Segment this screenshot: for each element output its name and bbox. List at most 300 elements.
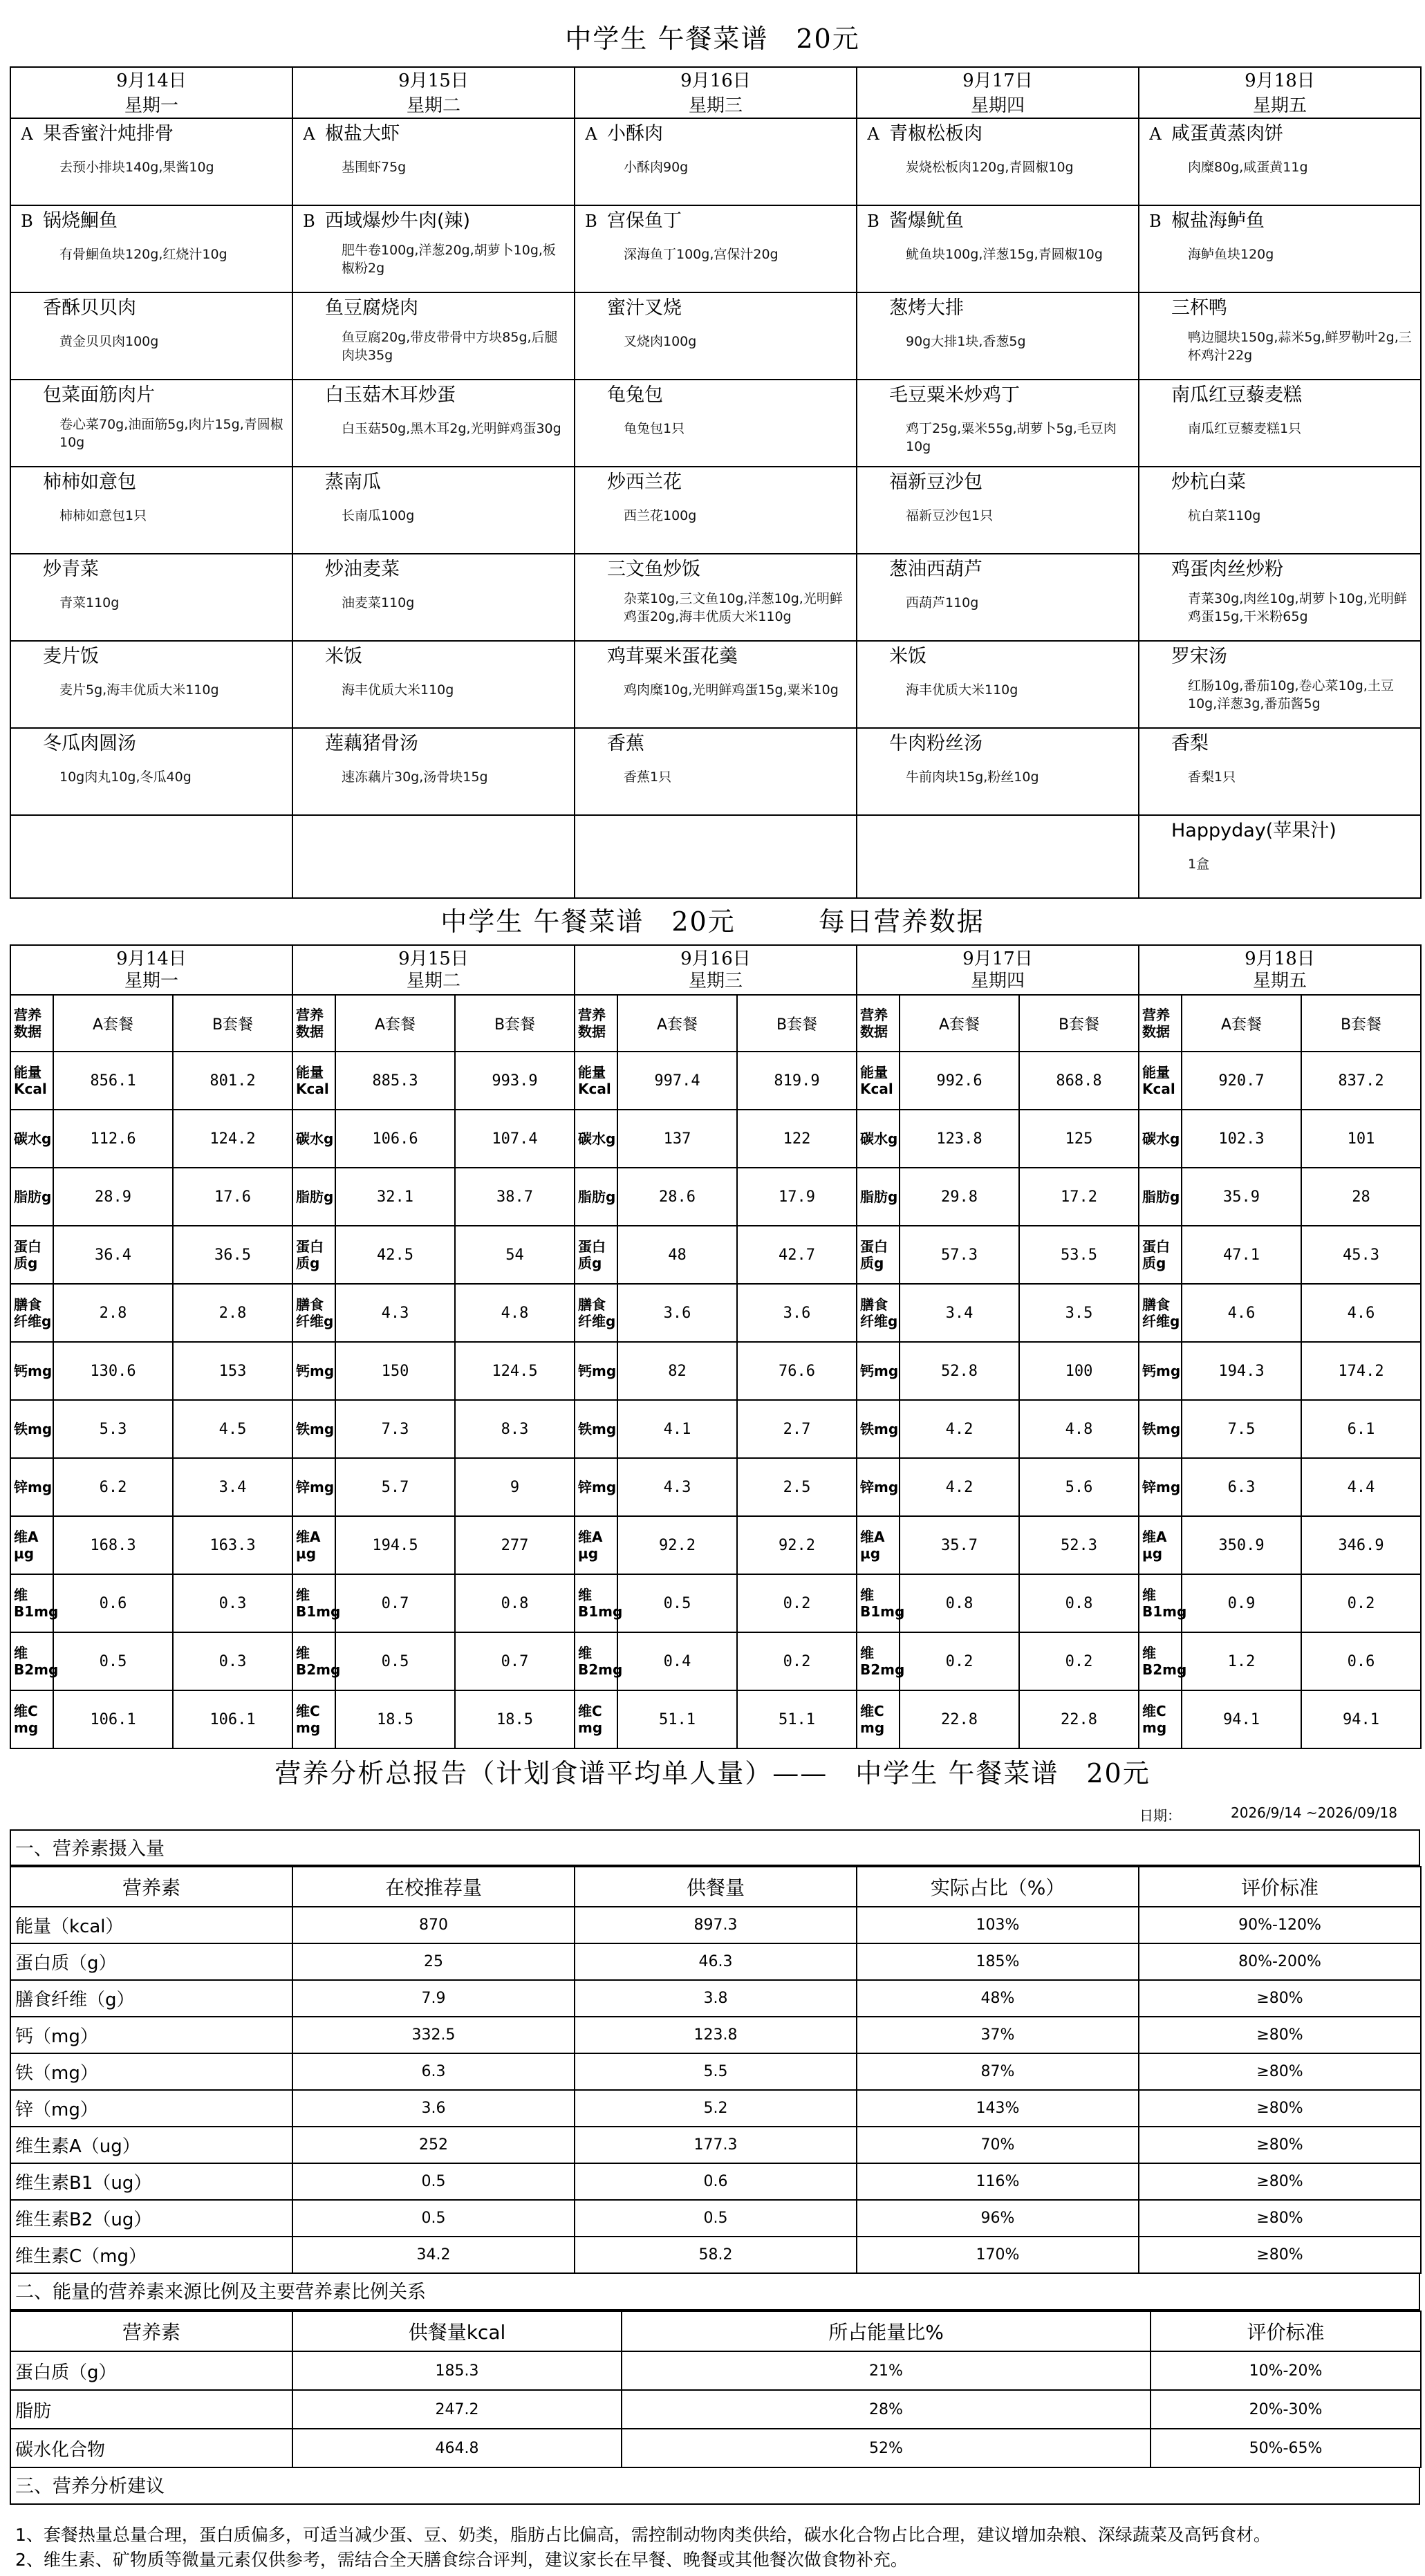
dish-name: 炒西兰花 [607,472,682,493]
dish-ingredients: 10g肉丸10g,冬瓜40g [59,769,192,785]
menu-cell [10,205,292,292]
nutrition-table [10,944,1422,1749]
set-prefix [575,645,607,669]
value-b: 92.2 [737,1516,857,1574]
menu-weekday: 星期二 [406,95,460,116]
energy-cell: 碳水化合物 [10,2429,292,2467]
menu-cell [292,641,575,728]
menu-date: 9月18日 [1245,71,1315,91]
nutrient-label: 钙mg [10,1342,53,1400]
dish-name: 冬瓜肉圆汤 [43,733,136,754]
nutrition-row [10,1632,1421,1690]
value-b: 51.1 [737,1690,857,1748]
menu-cell [1139,641,1421,728]
set-prefix [11,645,43,669]
dish-name: 牛肉粉丝汤 [889,733,982,754]
dish-name: 果香蜜汁炖排骨 [43,123,174,144]
value-a: 6.3 [1182,1458,1301,1516]
menu-cell [1139,815,1421,898]
intake-cell: 70% [857,2127,1139,2163]
value-b: 0.2 [737,1574,857,1632]
value-b: 52.3 [1019,1516,1139,1574]
dish-name: 小酥肉 [607,123,663,144]
value-b: 122 [737,1110,857,1168]
dish-name: 青椒松板肉 [889,123,982,144]
dish-name: 鸡蛋肉丝炒粉 [1171,559,1283,580]
intake-header: 实际占比（%） [857,1867,1139,1907]
dish-line [1139,206,1420,233]
dish-line [857,554,1138,581]
intake-cell: 252 [292,2127,575,2163]
value-a: 94.1 [1182,1690,1301,1748]
nutrient-label: 维C mg [857,1690,900,1748]
menu-row [10,815,1421,898]
intake-cell: 维生素B2（ug） [10,2200,292,2237]
dish-ingredients: 炭烧松板肉120g,青圆椒10g [906,160,1074,175]
value-b: 36.5 [173,1226,292,1284]
value-b: 42.7 [737,1226,857,1284]
intake-cell: 铁（mg） [10,2053,292,2090]
value-b: 0.2 [1019,1632,1139,1690]
intake-header: 供餐量 [575,1867,857,1907]
menu-cell [292,380,575,467]
nutrition-row [10,1052,1421,1110]
dish-line [293,816,574,819]
intake-cell: 0.5 [292,2163,575,2200]
dish-ingredients: 青菜30g,肉丝10g,胡萝卜10g,光明鲜鸡蛋15g,干米粉65g [1188,591,1407,624]
value-b: 0.8 [455,1574,575,1632]
value-a: 32.1 [335,1168,455,1226]
nutrient-label: 维C mg [575,1690,617,1748]
dish-line [11,554,292,581]
intake-cell: 0.5 [292,2200,575,2237]
value-b: 101 [1301,1110,1421,1168]
value-b: 124.2 [173,1110,292,1168]
nutrition-row [10,1226,1421,1284]
menu-row [10,728,1421,815]
value-a: 885.3 [335,1052,455,1110]
energy-cell: 21% [622,2351,1151,2390]
value-a: 92.2 [617,1516,737,1574]
value-b: 801.2 [173,1052,292,1110]
value-b: 8.3 [455,1400,575,1458]
intake-cell: ≥80% [1139,2200,1421,2237]
value-b: 346.9 [1301,1516,1421,1574]
set-prefix: B [867,212,879,231]
intake-cell: 58.2 [575,2237,857,2273]
nutrient-label: 碳水g [10,1110,53,1168]
set-prefix [857,384,889,407]
dish-name: 葱烤大排 [889,297,964,319]
dish-line [1139,119,1420,146]
value-a: 1.2 [1182,1632,1301,1690]
value-b: 4.8 [1019,1400,1139,1458]
value-b: 868.8 [1019,1052,1139,1110]
section2-title: 二、能量的营养素来源比例及主要营养素比例关系 [10,2274,1420,2311]
value-a: 0.5 [617,1574,737,1632]
nutrient-label: 膳食纤维g [857,1284,900,1342]
menu-row [10,380,1421,467]
menu-cell [857,554,1139,641]
value-a: 194.5 [335,1516,455,1574]
value-a: 856.1 [53,1052,173,1110]
set-prefix [575,471,607,494]
nutrient-label: 维A μg [292,1516,335,1574]
dish-ingredients: 卷心菜70g,油面筋5g,肉片15g,青圆椒10g [59,417,283,450]
menu-table [10,66,1422,899]
nutrient-label: 脂肪g [1139,1168,1182,1226]
set-prefix [11,384,43,407]
dish-name: 炒杭白菜 [1171,472,1246,493]
nutrient-label: 钙mg [575,1342,617,1400]
intake-cell: 7.9 [292,1980,575,2017]
energy-cell: 20%-30% [1151,2390,1421,2429]
advice-block [10,2505,1420,2573]
intake-row [10,2017,1421,2053]
set-prefix: B [21,212,33,231]
nutrition-date: 9月17日 [962,949,1033,969]
menu-row [10,641,1421,728]
dish-line [11,119,292,146]
value-b: 163.3 [173,1516,292,1574]
menu-row [10,292,1421,380]
nutrient-label: 膳食纤维g [1139,1284,1182,1342]
menu-cell [10,118,292,205]
set-prefix [11,732,43,756]
energy-header-row [10,2311,1421,2351]
dish-ingredients: 速冻藕片30g,汤骨块15g [342,769,488,785]
nutrient-label: 锌mg [857,1458,900,1516]
intake-cell: 103% [857,1907,1139,1943]
dish-name: Happyday(苹果汁) [1171,820,1336,841]
dish-name: 蜜汁叉烧 [607,297,682,319]
menu-cell [857,467,1139,554]
value-b: 9 [455,1458,575,1516]
set-prefix [857,297,889,320]
intake-cell: ≥80% [1139,1980,1421,2017]
intake-cell: 钙（mg） [10,2017,292,2053]
energy-cell: 脂肪 [10,2390,292,2429]
intake-cell: 123.8 [575,2017,857,2053]
section3-title: 三、营养分析建议 [10,2468,1420,2505]
energy-cell: 464.8 [292,2429,622,2467]
menu-cell [10,728,292,815]
value-b: 0.3 [173,1632,292,1690]
value-a: 82 [617,1342,737,1400]
value-b: 4.8 [455,1284,575,1342]
value-a: 123.8 [900,1110,1019,1168]
value-b: 28 [1301,1168,1421,1226]
nutrition-date: 9月15日 [398,949,469,969]
dish-line [857,729,1138,756]
value-b: 819.9 [737,1052,857,1110]
value-a: 4.1 [617,1400,737,1458]
nutrient-label: 维B2mg [575,1632,617,1690]
set-prefix [857,645,889,669]
value-a: 992.6 [900,1052,1019,1110]
value-a: 22.8 [900,1690,1019,1748]
set-prefix [1139,645,1171,669]
dish-ingredients: 南瓜红豆藜麦糕1只 [1188,421,1302,436]
dish-ingredients: 杭白菜110g [1188,508,1261,523]
value-b: 6.1 [1301,1400,1421,1458]
nutrient-label: 锌mg [575,1458,617,1516]
set-prefix: A [1149,124,1162,144]
menu-cell [292,205,575,292]
dish-line [1139,293,1420,320]
nutrient-label: 碳水g [575,1110,617,1168]
nutrient-label: 维B1mg [1139,1574,1182,1632]
value-a: 997.4 [617,1052,737,1110]
dish-ingredients: 叉烧肉100g [624,334,697,349]
intake-row [10,2127,1421,2163]
menu-cell [857,815,1139,898]
dish-ingredients: 肉糜80g,咸蛋黄11g [1188,160,1308,175]
dish-name: 香梨 [1171,733,1209,754]
menu-date: 9月17日 [962,71,1033,91]
dish-line [11,729,292,756]
menu-cell [575,467,857,554]
dish-name: 莲藕猪骨汤 [325,733,418,754]
menu-cell [575,292,857,380]
nutrition-date: 9月16日 [680,949,751,969]
nutrition-date-row [10,945,1421,995]
nutrient-label: 铁mg [857,1400,900,1458]
dish-name: 南瓜红豆藜麦糕 [1171,384,1302,406]
menu-weekday: 星期三 [688,95,743,116]
menu-weekday: 星期一 [124,95,178,116]
value-b: 22.8 [1019,1690,1139,1748]
menu-cell [1139,380,1421,467]
dish-name: 宫保鱼丁 [607,210,682,232]
nutrition-row [10,1458,1421,1516]
energy-cell: 52% [622,2429,1151,2467]
nutrition-weekday: 星期五 [1252,971,1307,991]
menu-weekday: 星期四 [970,95,1025,116]
nutrition-col-row [10,995,1421,1052]
value-a: 7.3 [335,1400,455,1458]
set-prefix [11,297,43,320]
value-b: 153 [173,1342,292,1400]
nutrient-label: 维B1mg [292,1574,335,1632]
date-label: 日期： [1139,1807,1181,1824]
value-b: 0.7 [455,1632,575,1690]
report-title: 营养分析总报告（计划食谱平均单人量）—— 中学生 午餐菜谱 20元 [274,1758,1151,1789]
value-a: 3.6 [617,1284,737,1342]
intake-cell: 96% [857,2200,1139,2237]
value-a: 42.5 [335,1226,455,1284]
menu-cell [857,118,1139,205]
nutrition-date: 9月14日 [116,949,187,969]
nutrition-row [10,1168,1421,1226]
dish-name: 毛豆粟米炒鸡丁 [889,384,1020,406]
nutrient-label: 碳水g [1139,1110,1182,1168]
set-prefix: A [585,124,597,144]
dish-ingredients: 油麦菜110g [342,595,415,610]
dish-ingredients: 海丰优质大米110g [342,682,454,698]
set-prefix [1139,384,1171,407]
set-prefix [575,384,607,407]
menu-cell [292,728,575,815]
dish-ingredients: 小酥肉90g [624,160,689,175]
dish-name: 咸蛋黄蒸肉饼 [1171,123,1283,144]
intake-cell: ≥80% [1139,2237,1421,2273]
intake-cell: 0.5 [575,2200,857,2237]
value-a: 106.6 [335,1110,455,1168]
set-prefix [575,558,607,581]
dish-line [857,816,1138,819]
energy-cell: 185.3 [292,2351,622,2390]
nutrient-label: 能量Kcal [10,1052,53,1110]
dish-line [293,119,574,146]
value-b: 106.1 [173,1690,292,1748]
nutrition-weekday: 星期四 [970,971,1025,991]
intake-cell: ≥80% [1139,2163,1421,2200]
dish-name: 麦片饭 [43,646,99,667]
intake-cell: ≥80% [1139,2090,1421,2127]
dish-ingredients: 柿柿如意包1只 [59,508,147,523]
dish-line [11,380,292,407]
dish-line [1139,642,1420,669]
dish-line [293,729,574,756]
nutrition-date: 9月18日 [1245,949,1315,969]
energy-cell: 蛋白质（g） [10,2351,292,2390]
value-b: 53.5 [1019,1226,1139,1284]
value-a: 137 [617,1110,737,1168]
dish-name: 包菜面筋肉片 [43,384,155,406]
value-b: 4.6 [1301,1284,1421,1342]
value-a: 102.3 [1182,1110,1301,1168]
nutrition-day-header [575,945,857,995]
value-b: 0.2 [1301,1574,1421,1632]
intake-cell: 143% [857,2090,1139,2127]
nutrient-label: 铁mg [292,1400,335,1458]
set-prefix [11,471,43,494]
dish-line [293,642,574,669]
col-a-label: A套餐 [335,995,455,1052]
value-b: 174.2 [1301,1342,1421,1400]
menu-cell [857,380,1139,467]
value-b: 5.6 [1019,1458,1139,1516]
dish-name: 鱼豆腐烧肉 [325,297,418,319]
menu-day-header [857,67,1139,118]
value-b: 0.8 [1019,1574,1139,1632]
dish-name: 椒盐海鲈鱼 [1171,210,1265,232]
menu-day-header [575,67,857,118]
nutrient-label: 膳食纤维g [575,1284,617,1342]
intake-cell: 48% [857,1980,1139,2017]
intake-cell: 锌（mg） [10,2090,292,2127]
dish-ingredients: 香梨1只 [1188,769,1236,785]
value-a: 4.3 [617,1458,737,1516]
nutrient-label: 能量Kcal [292,1052,335,1110]
dish-line [857,206,1138,233]
dish-name: 米饭 [325,646,362,667]
dish-name: 酱爆鱿鱼 [889,210,964,232]
nutrient-label: 维C mg [1139,1690,1182,1748]
set-prefix [293,297,325,320]
col-b-label: B套餐 [1019,995,1139,1052]
menu-cell [857,728,1139,815]
intake-cell: 能量（kcal） [10,1907,292,1943]
dish-ingredients: 龟兔包1只 [624,421,685,436]
dish-line [11,816,292,819]
value-a: 6.2 [53,1458,173,1516]
value-a: 0.9 [1182,1574,1301,1632]
col-a-label: A套餐 [1182,995,1301,1052]
intake-cell: 膳食纤维（g） [10,1980,292,2017]
set-prefix [293,645,325,669]
intake-table [10,1866,1422,2274]
energy-cell: 247.2 [292,2390,622,2429]
set-prefix [857,471,889,494]
menu-cell [10,554,292,641]
dish-ingredients: 深海鱼丁100g,宫保汁20g [624,247,779,262]
dish-line [857,119,1138,146]
menu-cell [10,292,292,380]
dish-line [11,467,292,494]
nutrient-label: 膳食纤维g [10,1284,53,1342]
intake-header-row [10,1867,1421,1907]
menu-cell [575,380,857,467]
value-b: 0.3 [173,1574,292,1632]
value-b: 2.5 [737,1458,857,1516]
col-b-label: B套餐 [173,995,292,1052]
value-a: 28.6 [617,1168,737,1226]
nutrient-label: 脂肪g [575,1168,617,1226]
dish-line [575,554,856,581]
set-prefix [1139,732,1171,756]
menu-date: 9月15日 [398,71,469,91]
energy-header: 所占能量比% [622,2311,1151,2351]
dish-ingredients: 麦片5g,海丰优质大米110g [59,682,219,698]
advice-line-1: 1、套餐热量总量合理，蛋白质偏多，可适当减少蛋、豆、奶类，脂肪占比偏高，需控制动物肉类供给，碳水化合物占比合理，建议增加杂粮、深绿蔬菜及高钙食材。 [15,2525,1271,2545]
menu-day-header [1139,67,1421,118]
menu-cell [575,205,857,292]
value-b: 17.9 [737,1168,857,1226]
value-a: 4.3 [335,1284,455,1342]
dish-name: 三文鱼炒饭 [607,559,700,580]
intake-cell: 6.3 [292,2053,575,2090]
menu-cell [1139,118,1421,205]
value-a: 5.3 [53,1400,173,1458]
intake-row [10,2053,1421,2090]
value-b: 993.9 [455,1052,575,1110]
value-a: 168.3 [53,1516,173,1574]
report-date-row [0,1798,1425,1829]
intake-cell: ≥80% [1139,2053,1421,2090]
intake-header: 在校推荐量 [292,1867,575,1907]
intake-cell: 维生素B1（ug） [10,2163,292,2200]
value-a: 3.4 [900,1284,1019,1342]
set-prefix: A [867,124,879,144]
value-a: 0.2 [900,1632,1019,1690]
dish-name: 米饭 [889,646,926,667]
nutrition-weekday: 星期一 [124,971,178,991]
intake-cell: 34.2 [292,2237,575,2273]
menu-date: 9月14日 [116,71,187,91]
dish-name: 三杯鸭 [1171,297,1227,319]
dish-line [293,467,574,494]
dish-name: 锅烧鮰鱼 [43,210,118,232]
dish-line [575,467,856,494]
nutrition-weekday: 星期三 [688,971,743,991]
menu-row [10,467,1421,554]
menu-cell [292,292,575,380]
nutrient-label: 维B2mg [857,1632,900,1690]
value-a: 0.4 [617,1632,737,1690]
intake-cell: 46.3 [575,1943,857,1980]
